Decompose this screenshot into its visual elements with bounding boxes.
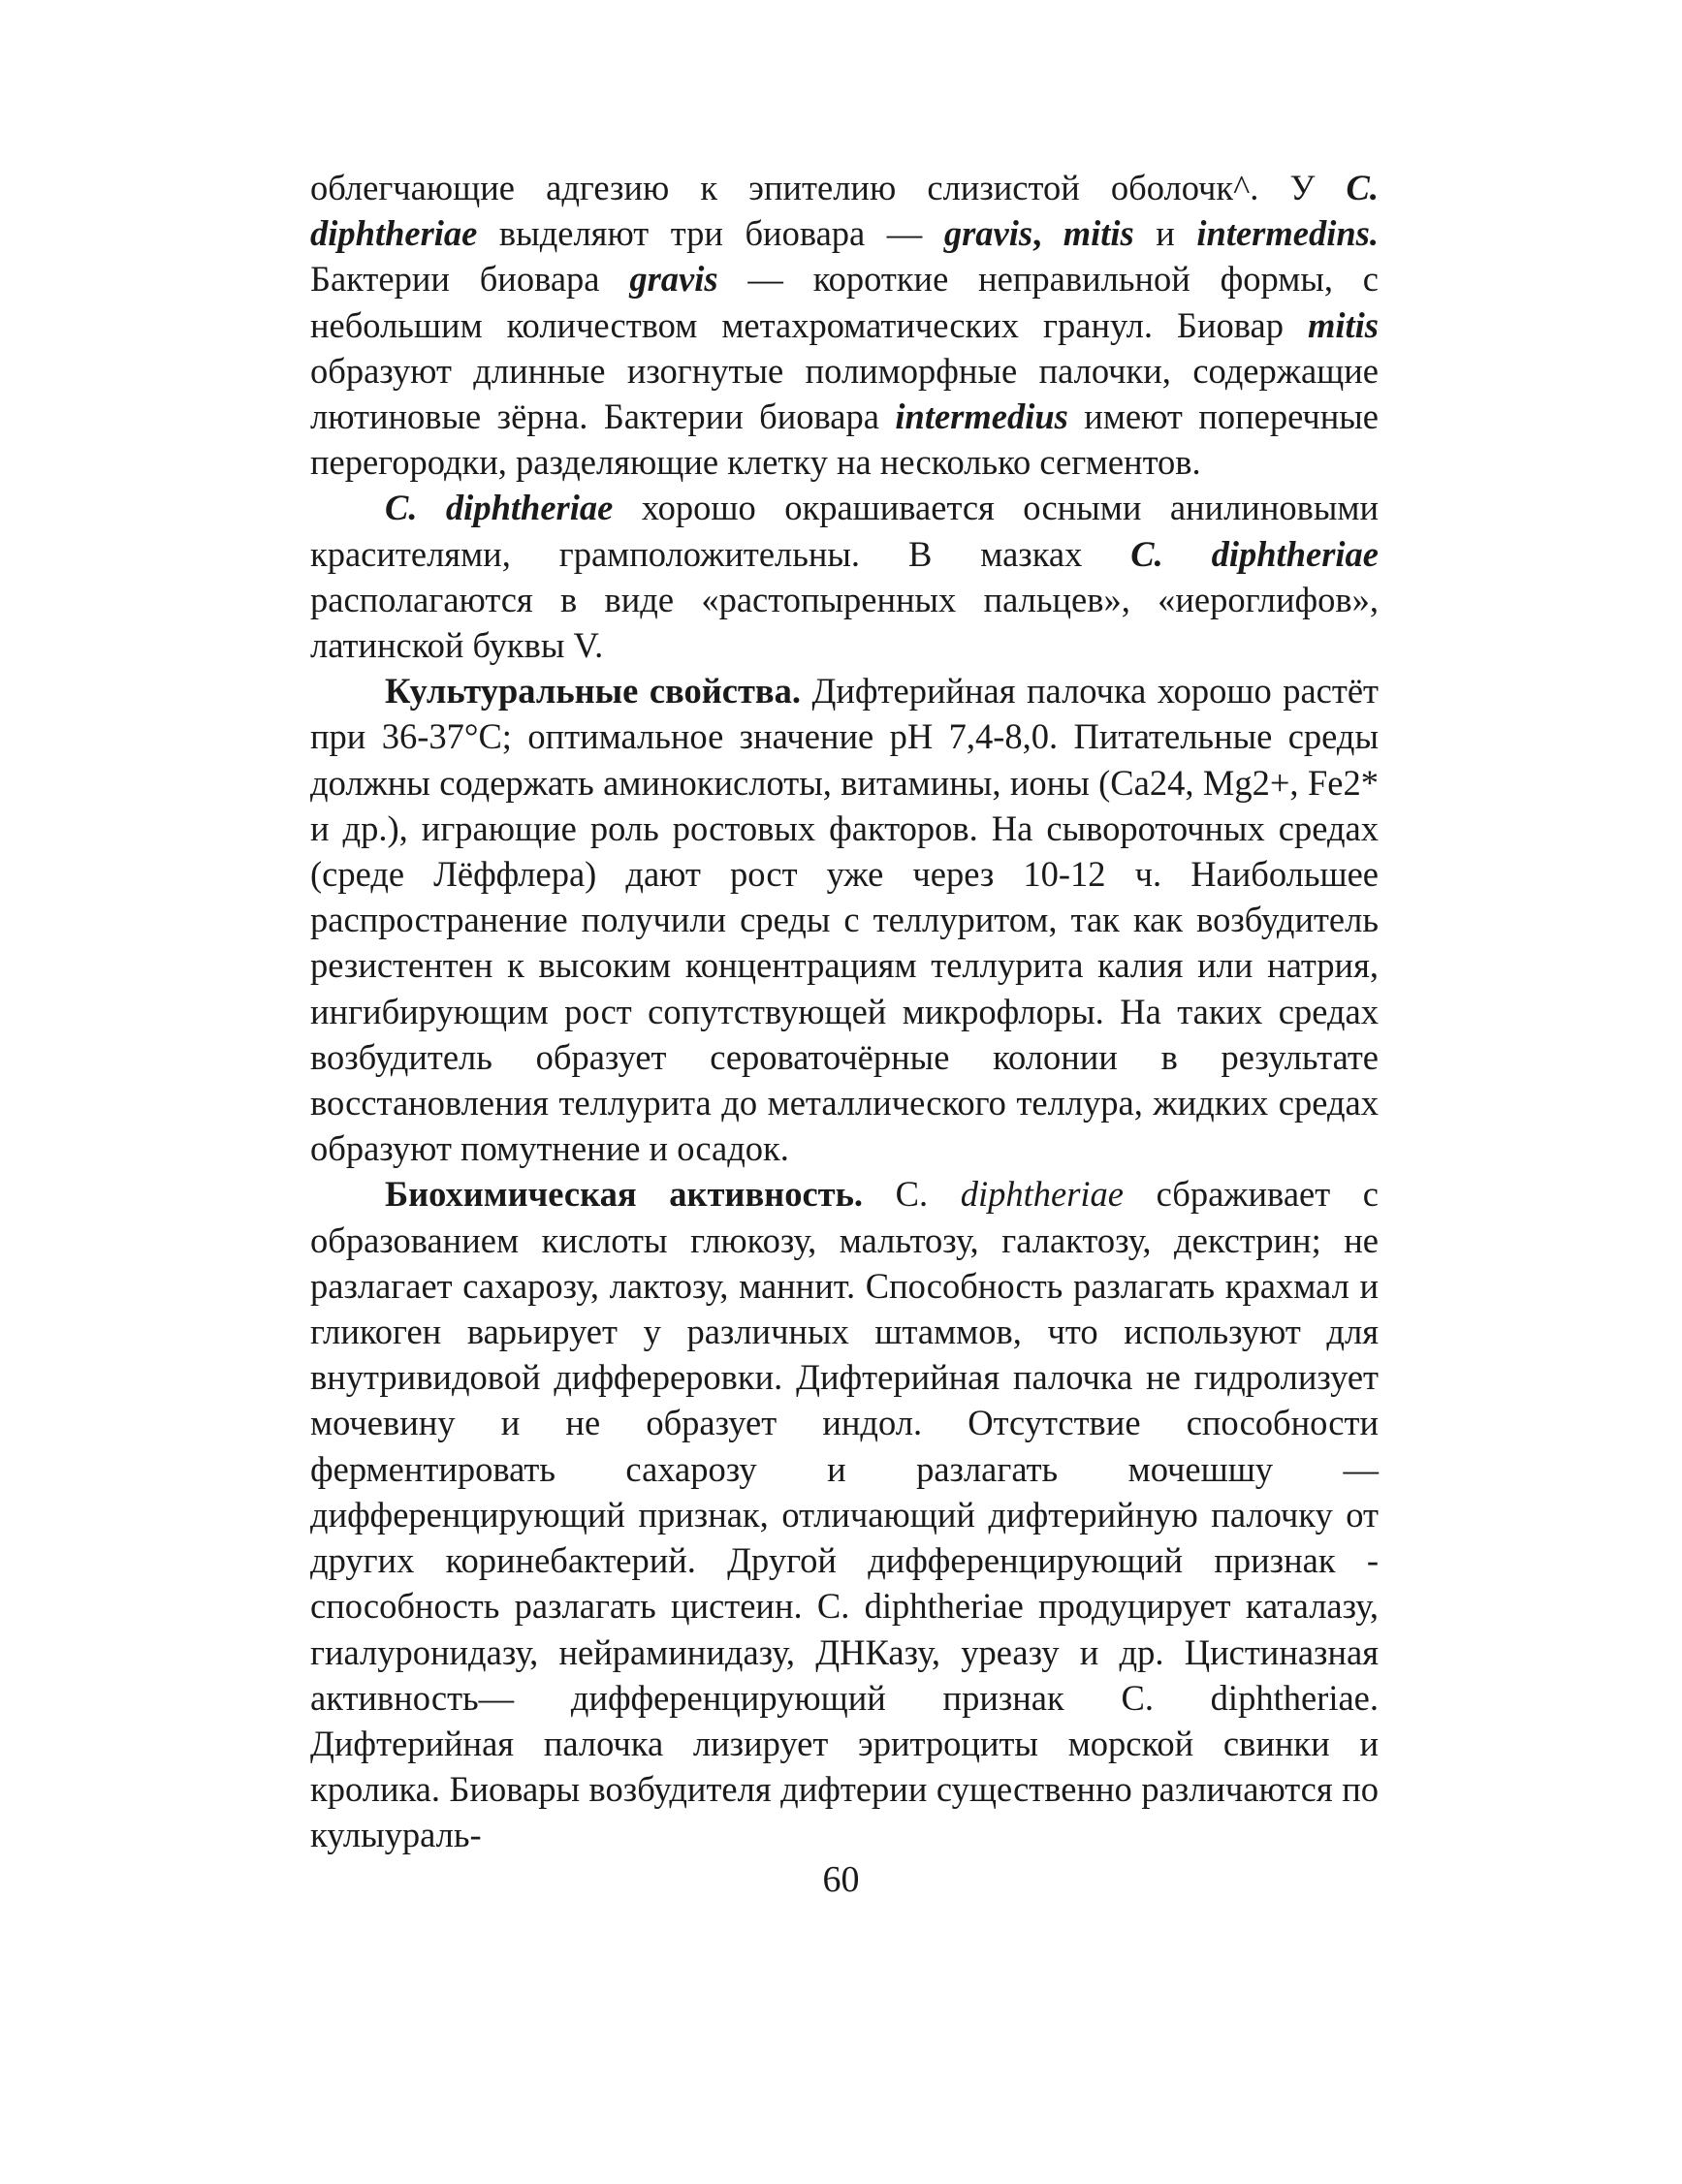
text-run: Бактерии биовара	[310, 259, 630, 300]
emphasis-bold: Биохимическая активность.	[385, 1174, 863, 1215]
emphasis-bold-italic: C. diphtheriae	[310, 168, 1379, 254]
emphasis-bold-italic: mitis	[1307, 304, 1379, 345]
emphasis-bold: Культуральные свойства.	[385, 671, 801, 712]
emphasis-bold-italic: gravis	[629, 259, 718, 300]
emphasis-italic: diphtheriae	[960, 1174, 1125, 1215]
paragraph-staining	[310, 485, 1379, 668]
emphasis-bold: ,	[1032, 213, 1063, 254]
text-run: имеют поперечные перегородки, разделяющие клетку на несколько сегментов.	[310, 396, 1379, 483]
text-run: — короткие неправильной формы, с небольшим количеством метахроматических гранул. Биовар	[310, 259, 1379, 345]
paragraph-biochemical-activity	[310, 1171, 1379, 1857]
page-number: 60	[822, 1859, 860, 1900]
text-run: образуют длинные изогнутые полиморфные палочки, содержащие лютиновые зёрна. Бактерии биовара	[310, 350, 1379, 437]
page-body	[310, 165, 1379, 1858]
emphasis-bold-italic: C. diphtheriae	[1130, 533, 1379, 574]
text-run: сбраживает с образованием кислоты глюкозу, мальтозу, галактозу, декстрин; не разлагает сахарозу, лактозу, маннит. Способность разлагать крахмал и гликоген варьирует у различных штаммов, что используют для внутривидовой диффереровки. Дифтерийная палочка не гидролизует мочевину и не образует индол. Отсутствие способности ферментировать сахарозу и разлагать мочешшу — дифференцирующий признак, отличающий дифтерийную палочку от других коринебактерий. Другой дифференцирующий признак - способность разлагать цистеин. С. diphtheriae продуцирует каталазу, гиалуронидазу, нейраминидазу, ДНКазу, уреазу и др. Цистиназная активность— дифференцирующий признак С. diphtheriae. Дифтерийная палочка лизирует эритроциты морской свинки и кролика. Биовары возбудителя дифтерии существенно различаются по кулыураль-	[310, 1174, 1379, 1855]
text-run: Дифтерийная палочка хорошо растёт при 36-37°С; оптимальное значение pH 7,4-8,0. Питательные среды должны содержать аминокислоты, витамины, ионы (Са24, Mg2+, Fe2* и др.), играющие роль ростовых факторов. На сывороточных средах (среде Лёффлера) дают рост уже через 10-12 ч. Наибольшее распространение получили среды с теллуритом, так как возбудитель резистентен к высоким концентрациям теллурита калия или натрия, ингибирующим рост сопутствующей микрофлоры. На таких средах возбудитель образует сероваточёрные колонии в результате восстановления теллурита до металлического теллура, жидких средах образуют помутнение и осадок.	[310, 671, 1379, 1169]
text-run: хорошо окрашивается осными анилиновыми красителями, грамположительны. В мазках	[310, 488, 1380, 574]
paragraph-biovars	[310, 165, 1379, 485]
emphasis-bold-italic: C. diphtheriae	[385, 488, 614, 528]
paragraph-cultural-properties	[310, 668, 1379, 1171]
emphasis-bold-italic: intermedins.	[1196, 213, 1379, 254]
text-run: и	[1133, 213, 1197, 254]
text-run: С.	[863, 1174, 961, 1215]
emphasis-bold-italic: intermedius	[895, 396, 1068, 437]
text-run: выделяют три биовара —	[477, 213, 944, 254]
emphasis-bold-italic: gravis	[943, 213, 1033, 254]
text-run: располагаются в виде «растопыренных пальцев», «иероглифов», латинской буквы V.	[310, 579, 1379, 666]
text-run: облегчающие адгезию к эпителию слизистой оболочк^. У	[310, 168, 1347, 207]
emphasis-bold-italic: mitis	[1063, 213, 1134, 254]
